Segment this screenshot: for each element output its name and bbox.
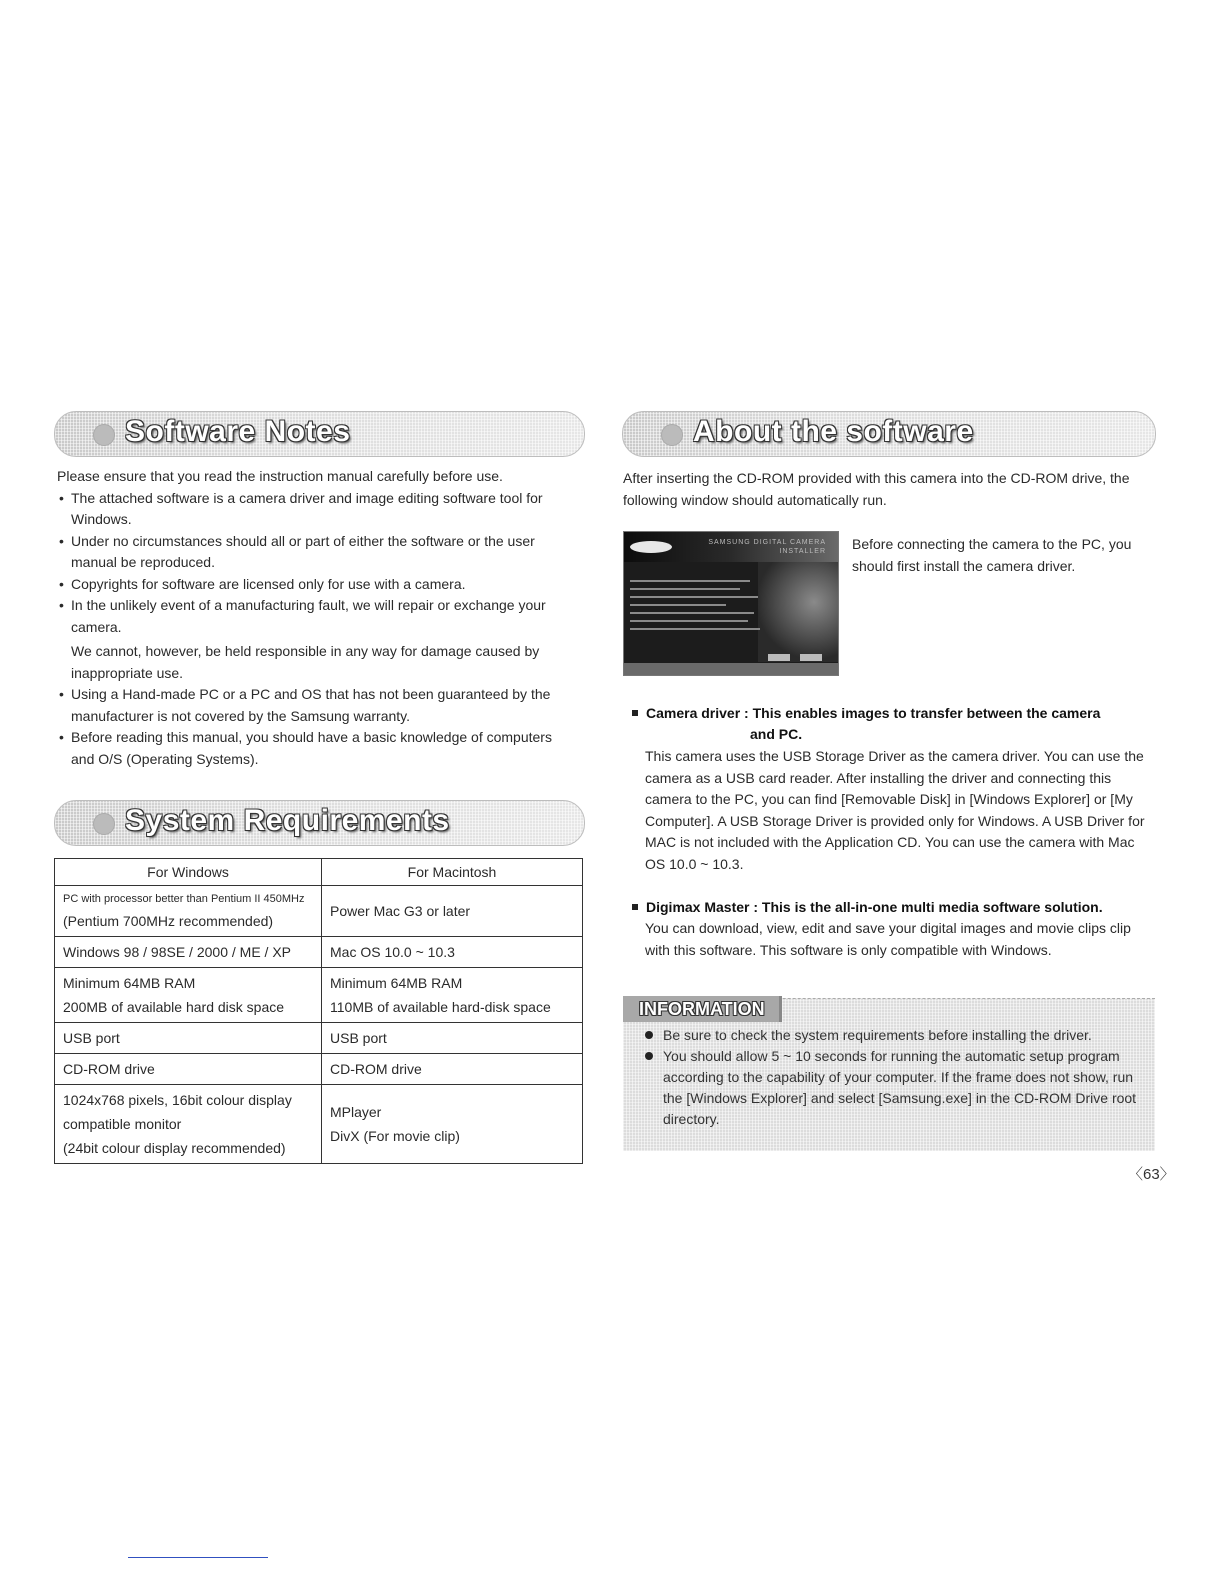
about-side-note: Before connecting the camera to the PC, you should first install the camera driver. (852, 536, 1132, 574)
list-item: • Under no circumstances should all or part of either the software or the user manual be reproduced. (57, 531, 577, 574)
list-item: • Using a Hand-made PC or a PC and OS that has not been guaranteed by the manufacturer is not covered by the Samsung warranty. (57, 684, 577, 727)
table-cell: MPlayer DivX (For movie clip) (322, 1085, 583, 1164)
software-notes-title: Software Notes (125, 415, 351, 448)
information-box (623, 998, 1155, 1151)
table-row (55, 1054, 583, 1085)
list-item: • In the unlikely event of a manufacturing fault, we will repair or exchange your camera. We cannot, however, be held responsible in any way for damage caused by inappropriate use. (57, 595, 577, 684)
installer-title: SAMSUNG DIGITAL CAMERA INSTALLER (708, 539, 826, 555)
list-item: Be sure to check the system requirements before installing the driver. (641, 1025, 1146, 1046)
banner-dot-icon (93, 813, 115, 835)
table-cell: 1024x768 pixels, 16bit colour display compatible monitor (24bit colour display recommended) (55, 1085, 322, 1164)
table-cell: Windows 98 / 98SE / 2000 / ME / XP (55, 937, 322, 968)
table-header-row (55, 859, 583, 886)
digimax-heading: Digimax Master : This is the all-in-one multi media software solution. (632, 897, 1152, 918)
camera-driver-body: This camera uses the USB Storage Driver as the camera driver. You can use the camera as a USB card reader. After installing the driver and connecting this camera to the PC, you can find [Removable Disk] in [Windows Explorer] or [My Computer]. A USB Storage Driver is provided only for Windows. A USB Driver for MAC is not included with the Application CD. You can use the camera with Mac OS 10.0 ~ 10.3. (645, 748, 1145, 872)
digimax-body: You can download, view, edit and save your digital images and movie clips clip with this software. This software is only compatible with Windows. (645, 920, 1131, 958)
camera-driver-heading: Camera driver : This enables images to transfer between the camera and PC. (632, 703, 1152, 745)
table-cell: CD-ROM drive (55, 1054, 322, 1085)
system-requirements-banner (54, 800, 585, 846)
software-notes-banner (54, 411, 585, 457)
table-row (55, 968, 583, 1023)
install-button-icon (768, 654, 790, 661)
list-item: • The attached software is a camera driver and image editing software tool for Windows. (57, 488, 577, 531)
list-item-note: We cannot, however, be held responsible in any way for damage caused by inappropriate use. (71, 643, 540, 681)
footer-rule (128, 1557, 268, 1558)
banner-dot-icon (93, 424, 115, 446)
table-cell: USB port (55, 1023, 322, 1054)
software-notes-list (57, 488, 577, 771)
table-cell: Minimum 64MB RAM 200MB of available hard disk space (55, 968, 322, 1023)
system-requirements-title: System Requirements (125, 804, 450, 837)
table-cell: CD-ROM drive (322, 1054, 583, 1085)
table-cell: Mac OS 10.0 ~ 10.3 (322, 937, 583, 968)
square-bullet-icon (632, 904, 638, 910)
software-notes-intro: Please ensure that you read the instruction manual carefully before use. (57, 468, 503, 484)
table-row (55, 937, 583, 968)
banner-dot-icon (661, 424, 683, 446)
table-row (55, 1023, 583, 1054)
samsung-logo-icon (630, 541, 672, 553)
table-cell: PC with processor better than Pentium II 450MHz (Pentium 700MHz recommended) (55, 886, 322, 937)
about-software-title: About the software (693, 415, 974, 448)
about-software-banner (622, 411, 1156, 457)
information-list (641, 1025, 1146, 1130)
table-row (55, 1085, 583, 1164)
col-windows: For Windows (55, 859, 322, 886)
table-row (55, 886, 583, 937)
list-item: • Before reading this manual, you should have a basic knowledge of computers and O/S (Operating Systems). (57, 727, 577, 770)
information-label: INFORMATION (623, 996, 782, 1022)
page-number: 〈63〉 (1128, 1166, 1175, 1183)
table-cell: Minimum 64MB RAM 110MB of available hard-disk space (322, 968, 583, 1023)
installer-screenshot (623, 531, 839, 676)
software-notes-body (57, 466, 577, 770)
cancel-button-icon (800, 654, 822, 661)
square-bullet-icon (632, 710, 638, 716)
col-mac: For Macintosh (322, 859, 583, 886)
list-item: You should allow 5 ~ 10 seconds for running the automatic setup program according to the capability of your computer. If the frame does not show, run the [Windows Explorer] and select [Samsung.exe] in the CD-ROM Drive root directory. (641, 1046, 1146, 1130)
table-cell: USB port (322, 1023, 583, 1054)
about-intro: After inserting the CD-ROM provided with this camera into the CD-ROM drive, the following window should automatically run. (623, 470, 1130, 508)
list-item: • Copyrights for software are licensed only for use with a camera. (57, 574, 577, 596)
system-requirements-table (54, 858, 583, 1164)
table-cell: Power Mac G3 or later (322, 886, 583, 937)
